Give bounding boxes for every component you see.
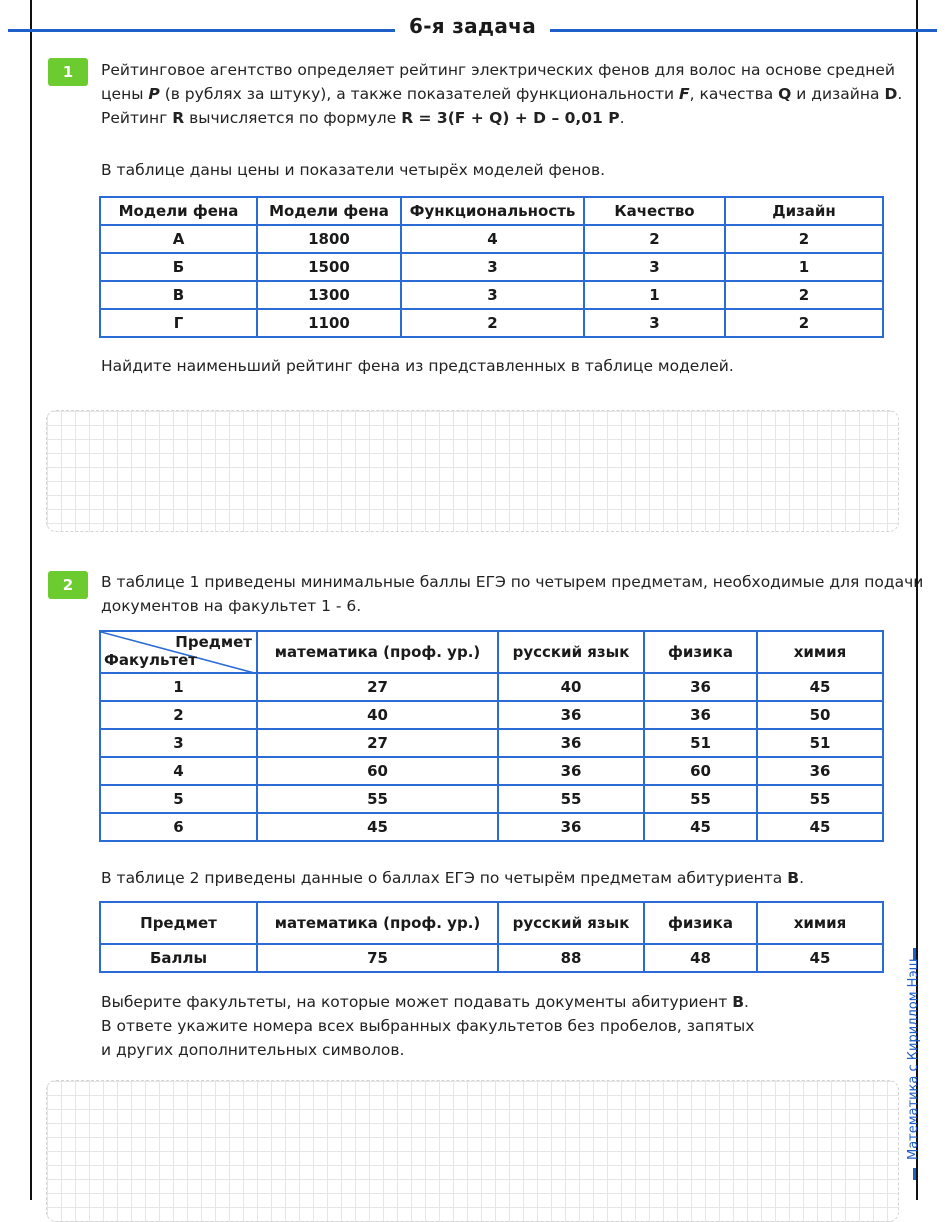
table-header-cell: Предмет — [100, 902, 257, 944]
table-row — [100, 944, 883, 972]
table-header-cell: русский язык — [498, 902, 644, 944]
table-header-cell: физика — [644, 902, 757, 944]
table-cell: 3 — [584, 253, 725, 281]
table-cell: 40 — [498, 673, 644, 701]
table-cell: 2 — [401, 309, 584, 337]
table-cell: Баллы — [100, 944, 257, 972]
table-header-cell: Качество — [584, 197, 725, 225]
table-cell: 45 — [757, 813, 883, 841]
task1-table-intro: В таблице даны цены и показатели четырёх моделей фенов. — [101, 161, 606, 179]
table-cell: 4 — [401, 225, 584, 253]
table-cell: 1100 — [257, 309, 401, 337]
table-cell: 2 — [725, 225, 883, 253]
table-cell: 1800 — [257, 225, 401, 253]
table-cell: 75 — [257, 944, 498, 972]
table-cell: 3 — [401, 281, 584, 309]
table-cell: 3 — [584, 309, 725, 337]
table-header-cell: русский язык — [498, 631, 644, 673]
table-cell: 45 — [257, 813, 498, 841]
table-cell: 60 — [644, 757, 757, 785]
table-cell: 40 — [257, 701, 498, 729]
table-header-cell: математика (проф. ур.) — [257, 631, 498, 673]
table-cell: 50 — [757, 701, 883, 729]
table-cell: 1500 — [257, 253, 401, 281]
table-row — [100, 813, 883, 841]
table-cell: 55 — [644, 785, 757, 813]
table-row — [100, 281, 883, 309]
table-cell: 27 — [257, 673, 498, 701]
table-row — [100, 785, 883, 813]
table-row — [100, 729, 883, 757]
table-cell: 36 — [644, 701, 757, 729]
task2-table2 — [99, 901, 884, 973]
table-cell: 5 — [100, 785, 257, 813]
table-cell: 1 — [100, 673, 257, 701]
diagonal-header-cell — [100, 631, 257, 673]
table-cell: 45 — [644, 813, 757, 841]
table-cell: Г — [100, 309, 257, 337]
table-cell: 36 — [498, 757, 644, 785]
table-cell: 45 — [757, 944, 883, 972]
task2-table2-intro: В таблице 2 приведены данные о баллах ЕГЭ по четырём предметам абитуриента В. — [101, 869, 804, 887]
table-cell: 36 — [498, 701, 644, 729]
table-cell: Б — [100, 253, 257, 281]
table-cell: 2 — [584, 225, 725, 253]
table-cell: 55 — [498, 785, 644, 813]
table-header-cell: Дизайн — [725, 197, 883, 225]
table-cell: 36 — [498, 729, 644, 757]
table-header-row — [100, 197, 883, 225]
table-header-row — [100, 902, 883, 944]
table-cell: 36 — [644, 673, 757, 701]
table-cell: 2 — [725, 281, 883, 309]
left-border-line — [30, 0, 32, 1200]
table-header-cell: математика (проф. ур.) — [257, 902, 498, 944]
table-cell: 4 — [100, 757, 257, 785]
table-cell: 45 — [757, 673, 883, 701]
task-number-badge: 1 — [48, 58, 88, 86]
table-header-cell: Модели фена — [100, 197, 257, 225]
left-margin — [0, 0, 30, 1200]
table-cell: А — [100, 225, 257, 253]
table-row — [100, 701, 883, 729]
table-cell: 1 — [584, 281, 725, 309]
task1-question: Найдите наименьший рейтинг фена из представленных в таблице моделей. — [101, 357, 734, 375]
table-cell: 2 — [100, 701, 257, 729]
task2-table1 — [99, 630, 884, 842]
table-row — [100, 673, 883, 701]
table-cell: 88 — [498, 944, 644, 972]
answer-grid-1[interactable] — [46, 410, 899, 532]
table-cell: 27 — [257, 729, 498, 757]
answer-grid-2[interactable] — [46, 1080, 899, 1222]
task2-intro: В таблице 1 приведены минимальные баллы ЕГЭ по четырем предметам, необходимые для подачи документов на факультет 1 - 6. — [101, 573, 924, 615]
table-header-cell: Функциональность — [401, 197, 584, 225]
table-header-row — [100, 631, 883, 673]
table-cell: 36 — [498, 813, 644, 841]
table-header-cell: химия — [757, 631, 883, 673]
table-cell: 1300 — [257, 281, 401, 309]
side-note-dash-bottom — [913, 1168, 916, 1180]
table-cell: 1 — [725, 253, 883, 281]
table-cell: В — [100, 281, 257, 309]
page-title: 6-я задача — [0, 14, 945, 38]
table-cell: 36 — [757, 757, 883, 785]
table-header-cell: химия — [757, 902, 883, 944]
table-row — [100, 225, 883, 253]
table-cell: 48 — [644, 944, 757, 972]
table-cell: 60 — [257, 757, 498, 785]
corner-label-subject: Предмет — [175, 633, 252, 651]
table-cell: 55 — [757, 785, 883, 813]
task1-intro: Рейтинговое агентство определяет рейтинг электрических фенов для волос на основе средней цены P (в рублях за штуку), а также показателей функциональности F, качества Q и дизайна D. Рейтинг R вычисляется по формуле R = 3(F + Q) + D – 0,01 P. — [101, 61, 903, 127]
formula: R = 3(F + Q) + D – 0,01 P — [401, 109, 620, 127]
side-note-author: Математика с Кириллом Нэш — [906, 958, 921, 1160]
table-cell: 51 — [757, 729, 883, 757]
table-header-cell: физика — [644, 631, 757, 673]
table-cell: 3 — [100, 729, 257, 757]
table-row — [100, 253, 883, 281]
task2-question: Выберите факультеты, на которые может подавать документы абитуриент В. В ответе укажите номера всех выбранных факультетов без пробелов, запятых и других дополнительных символов. — [101, 993, 755, 1059]
table-row — [100, 309, 883, 337]
table-cell: 2 — [725, 309, 883, 337]
task-number-badge: 2 — [48, 571, 88, 599]
table-cell: 6 — [100, 813, 257, 841]
corner-label-faculty: Факультет — [104, 651, 197, 669]
table-cell: 55 — [257, 785, 498, 813]
table-cell: 3 — [401, 253, 584, 281]
table-row — [100, 757, 883, 785]
table-cell: 51 — [644, 729, 757, 757]
table-header-cell: Модели фена — [257, 197, 401, 225]
task1-table — [99, 196, 884, 338]
